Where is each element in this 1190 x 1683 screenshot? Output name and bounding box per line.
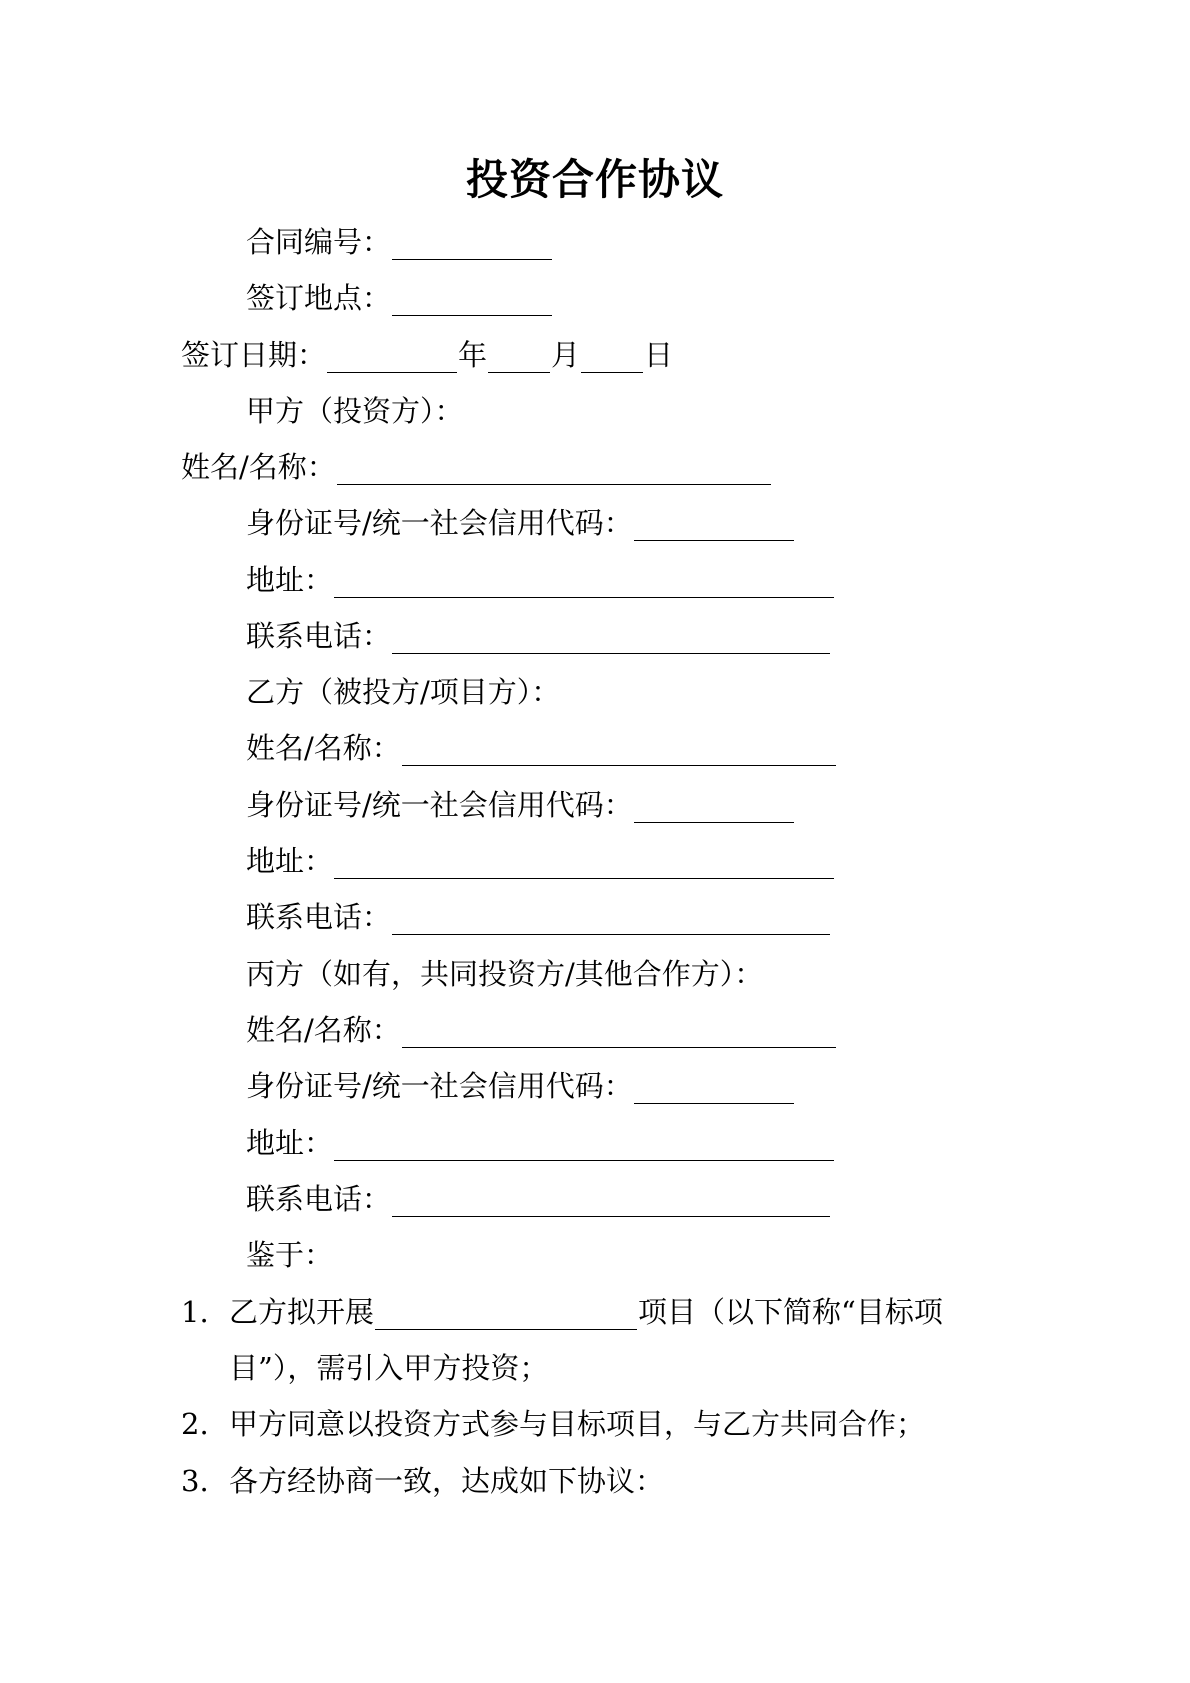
party-a-phone-row [246,611,831,661]
whereas-label: 鉴于： [246,1238,334,1272]
party-a-address-label: 地址： [246,563,334,597]
clause-number: 3. [181,1464,209,1498]
party-b-phone-blank[interactable] [392,900,830,935]
document-title: 投资合作协议 [465,155,724,204]
sign-place-blank[interactable] [392,281,552,316]
party-b-id-row [246,780,795,830]
party-a-heading [246,386,464,436]
sign-date-row [181,330,673,380]
party-b-phone-label: 联系电话： [246,900,392,934]
clause-text: 甲方同意以投资方式参与目标项目，与乙方共同合作； [229,1407,926,1441]
sign-day-blank[interactable] [581,338,643,373]
month-label: 月 [551,338,581,372]
party-b-heading [246,667,560,717]
party-c-heading [246,949,763,999]
party-a-id-label: 身份证号/统一社会信用代码： [246,506,633,540]
clause-1 [181,1287,943,1337]
party-b-id-label: 身份证号/统一社会信用代码： [246,788,633,822]
party-a-phone-blank[interactable] [392,619,830,654]
clause-1-continued [229,1343,548,1393]
party-c-phone-row [246,1174,831,1224]
party-c-heading-text: 丙方（如有，共同投资方/其他合作方）： [246,957,764,991]
sign-place-label: 签订地点： [246,281,392,315]
year-label: 年 [458,338,488,372]
party-c-name-blank[interactable] [402,1013,836,1048]
party-c-id-row [246,1061,795,1111]
party-a-name-blank[interactable] [337,450,771,485]
contract-number-label: 合同编号： [246,225,392,259]
clause-text: 乙方拟开展 [229,1295,375,1329]
clause-text: 目”），需引入甲方投资； [229,1351,549,1385]
party-a-address-row [246,555,835,605]
party-c-name-label: 姓名/名称： [246,1013,401,1047]
clause-text: 各方经协商一致，达成如下协议： [229,1464,665,1498]
clause-number: 2. [181,1407,209,1441]
sign-month-blank[interactable] [488,338,550,373]
clause-2 [181,1399,925,1449]
project-name-blank[interactable] [375,1295,637,1330]
clause-text: 项目（以下简称“目标项 [638,1295,943,1329]
party-c-phone-blank[interactable] [392,1182,830,1217]
party-c-name-row [246,1005,837,1055]
party-c-phone-label: 联系电话： [246,1182,392,1216]
party-b-address-blank[interactable] [334,844,834,879]
party-b-name-blank[interactable] [402,731,836,766]
whereas-row [246,1230,333,1280]
party-a-phone-label: 联系电话： [246,619,392,653]
clause-number: 1. [181,1295,209,1329]
sign-date-label: 签订日期： [181,338,327,372]
party-a-address-blank[interactable] [334,563,834,598]
party-b-name-label: 姓名/名称： [246,731,401,765]
sign-year-blank[interactable] [327,338,457,373]
contract-number-row [246,217,553,267]
party-b-address-row [246,836,835,886]
party-a-name-label: 姓名/名称： [181,450,336,484]
party-a-name-row [181,442,772,492]
party-c-address-blank[interactable] [334,1126,834,1161]
party-c-id-blank[interactable] [634,1069,794,1104]
party-c-address-row [246,1118,835,1168]
contract-number-blank[interactable] [392,225,552,260]
party-a-id-row [246,498,795,548]
party-b-phone-row [246,892,831,942]
party-b-id-blank[interactable] [634,788,794,823]
party-a-heading-text: 甲方（投资方）： [246,394,464,428]
party-c-id-label: 身份证号/统一社会信用代码： [246,1069,633,1103]
party-b-name-row [246,723,837,773]
day-label: 日 [644,338,674,372]
sign-place-row [246,273,553,323]
party-a-id-blank[interactable] [634,506,794,541]
party-c-address-label: 地址： [246,1126,334,1160]
party-b-address-label: 地址： [246,844,334,878]
clause-3 [181,1456,664,1506]
party-b-heading-text: 乙方（被投方/项目方）： [246,675,561,709]
